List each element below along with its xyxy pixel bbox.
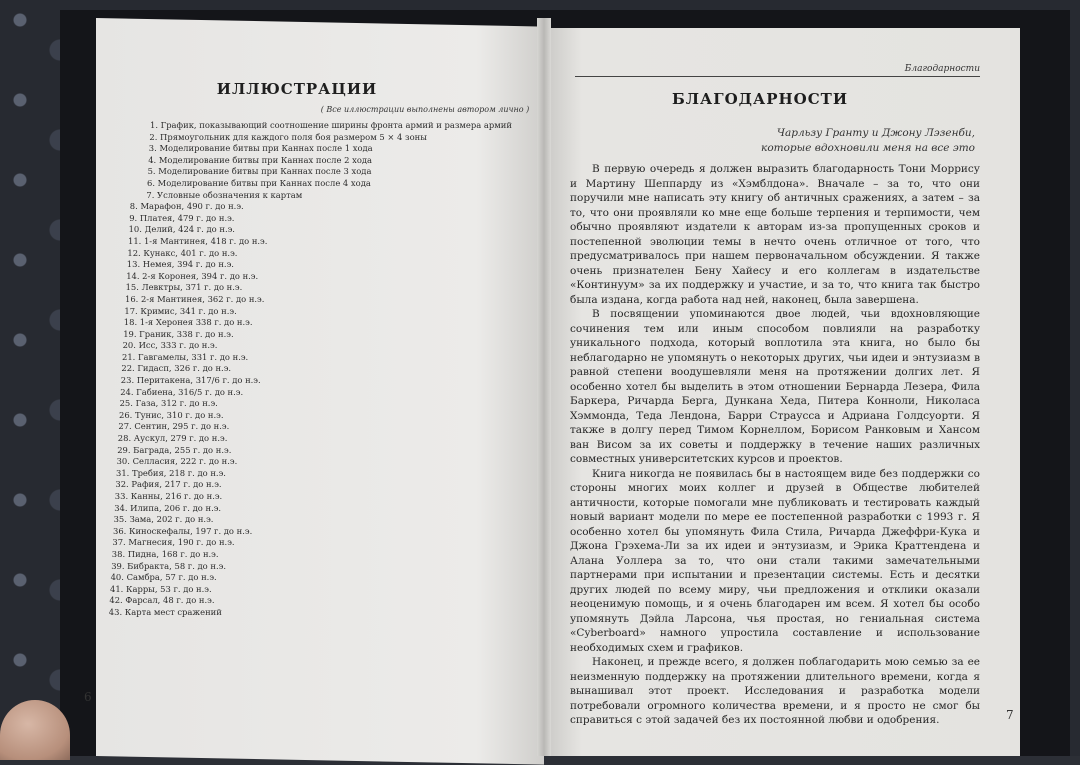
left-page-subtitle: ( Все иллюстрации выполнены автором лично ) [320, 105, 530, 114]
acknowledgements-body [570, 162, 980, 728]
list-item: 42. Фарсал, 48 г. до н.э. [109, 595, 215, 606]
right-page-title: БЛАГОДАРНОСТИ [671, 90, 849, 108]
list-item: 25. Газа, 312 г. до н.э. [119, 398, 218, 409]
list-item: 29. Баграда, 255 г. до н.э. [117, 444, 232, 455]
page-number-left: 6 [84, 690, 92, 704]
list-item: 2. Прямоугольник для каждого поля боя размером 5 × 4 зоны [149, 131, 427, 142]
list-item: 16. 2-я Мантинея, 362 г. до н.э. [125, 293, 265, 304]
list-item: 27. Сентин, 295 г. до н.э. [118, 421, 230, 432]
list-item: 21. Гавгамелы, 331 г. до н.э. [122, 351, 249, 362]
list-item: 34. Илипа, 206 г. до н.э. [114, 502, 222, 513]
list-item: 41. Карры, 53 г. до н.э. [110, 583, 212, 594]
list-item: 36. Киноскефалы, 197 г. до н.э. [113, 525, 253, 536]
list-item: 14. 2-я Коронея, 394 г. до н.э. [126, 270, 259, 281]
dedication [700, 126, 975, 156]
list-item: 43. Карта мест сражений [108, 606, 222, 617]
dedication-line-1: Чарльзу Гранту и Джону Лэзенби, [776, 127, 975, 139]
running-header: Благодарности [575, 64, 980, 77]
list-item: 19. Граник, 338 г. до н.э. [123, 328, 234, 339]
paragraph: Книга никогда не появилась бы в настоящем виде без поддержки со стороны многих моих коллег и друзей в Обществе любителей античности, которые помогали мне публиковать и тестировать каждый новый вариант модели по мере ее постепенной разработки с 1993 г. Я особенно хотел бы упомянуть Фила Стила, Ричарда Джеффри-Кука и Джона Грэхема-Ли за их идеи и энтузиазм, и Эрика Краттендена и Алана Уоллера за то, что они стали такими замечательными партнерами при испытании и презентации системы. Есть и десятки других людей по всему миру, чьи предложения и отклики оказали неоценимую помощь, и я очень благодарен им всем. Я хотел бы особо упомянуть Дэйла Ларсона, чья простая, но гениальная система «Cyberboard» намного упростила составление и использование необходимых схем и графиков. [570, 467, 980, 654]
list-item: 35. Зама, 202 г. до н.э. [113, 514, 214, 525]
list-item: 13. Немея, 394 г. до н.э. [126, 259, 234, 270]
list-item: 8. Марафон, 490 г. до н.э. [129, 201, 244, 212]
book-spine [537, 18, 551, 756]
list-item: 6. Моделирование битвы при Каннах после 4 хода [147, 177, 371, 188]
list-item: 12. Кунакс, 401 г. до н.э. [127, 247, 238, 258]
list-item: 32. Рафия, 217 г. до н.э. [115, 479, 222, 490]
list-item: 24. Габиена, 316/5 г. до н.э. [120, 386, 244, 397]
list-item: 38. Пидна, 168 г. до н.э. [111, 548, 219, 559]
list-item: 9. Платея, 479 г. до н.э. [129, 212, 235, 223]
list-item: 31. Требия, 218 г. до н.э. [116, 467, 226, 478]
list-item: 5. Моделирование битвы при Каннах после 3 хода [147, 166, 372, 177]
illustrations-list [84, 120, 524, 619]
list-item: 11. 1-я Мантинея, 418 г. до н.э. [128, 235, 268, 246]
list-item: 17. Кримис, 341 г. до н.э. [124, 305, 237, 316]
left-page-title: ИЛЛЮСТРАЦИИ [216, 80, 378, 98]
list-item: 4. Моделирование битвы при Каннах после 2 хода [148, 154, 373, 165]
list-item: 22. Гидасп, 326 г. до н.э. [121, 363, 232, 374]
list-item: 23. Перитакена, 317/6 г. до н.э. [120, 375, 261, 386]
list-item: 33. Канны, 216 г. до н.э. [114, 491, 223, 501]
list-item: 37. Магнесия, 190 г. до н.э. [112, 537, 235, 548]
paragraph: Наконец, и прежде всего, я должен поблагодарить мою семью за ее неизменную поддержку на протяжении длительного времени, когда я вынашивал этот проект. Исследования и разработка модели потребовали огромного количества времени, и я просто не смог бы справиться с этой задачей без их постоянной любви и одобрения. [570, 656, 980, 726]
page-number-right: 7 [1006, 708, 1014, 722]
list-item: 30. Селласия, 222 г. до н.э. [116, 456, 238, 467]
list-item: 15. Левктры, 371 г. до н.э. [125, 282, 243, 293]
list-item: 20. Исс, 333 г. до н.э. [122, 340, 218, 351]
list-item: 28. Аускул, 279 г. до н.э. [117, 433, 228, 444]
paragraph: В первую очередь я должен выразить благодарность Тони Моррису и Мартину Шеппарду из «Хэмблдона». Вначале – за то, что они поручили мне написать эту книгу об античных сражениях, а затем – за то, что они проявляли ко мне еще больше терпения и терпимости, чем обычно проявляют издатели к авторам из-за пропущенных сроков и постепенной эволюции темы в нечто очень отличное от того, что предусматривалось при нашем первоначальном обсуждении. Я также очень признателен Бену Хайесу и его коллегам в издательстве «Континуум» за их поддержку и участие, и за то, что книга так быстро была издана, когда работа над ней, наконец, была завершена. [570, 163, 980, 306]
list-item: 18. 1-я Херонея 338 г. до н.э. [123, 317, 253, 328]
list-item: 10. Делий, 424 г. до н.э. [128, 224, 235, 235]
list-item: 40. Самбра, 57 г. до н.э. [110, 572, 217, 583]
list-item: 26. Тунис, 310 г. до н.э. [119, 409, 224, 420]
list-item: 3. Моделирование битвы при Каннах после 1 хода [148, 143, 373, 154]
dedication-line-2: которые вдохновили меня на все это [761, 142, 975, 154]
paragraph: В посвящении упоминаются двое людей, чьи вдохновляющие сочинения тем или иным способом повлияли на разработку уникального подхода, который воплотила эта книга, но было бы неблагодарно не упомянуть о некоторых других, чьи идеи и энтузиазм в равной степени воодушевляли меня на протяжении долгих лет. Я особенно хотел бы выделить в этом отношении Бернарда Лезера, Фила Баркера, Ричарда Берга, Дункана Хеда, Питера Конноли, Николаса Хэммонда, Теда Лендона, Барри Страусса и Адриана Голдсуорти. Я также в долгу перед Тимом Корнеллом, Борисом Ранковым и Хансом ван Висом за их советы и поддержку в течение наших различных совместных университетских курсов и проектов. [570, 308, 980, 465]
list-item: 7. Условные обозначения к картам [146, 189, 303, 200]
list-item: 39. Бибракта, 58 г. до н.э. [111, 560, 226, 571]
list-item: 1. График, показывающий соотношение ширины фронта армий и размера армий [150, 120, 512, 130]
